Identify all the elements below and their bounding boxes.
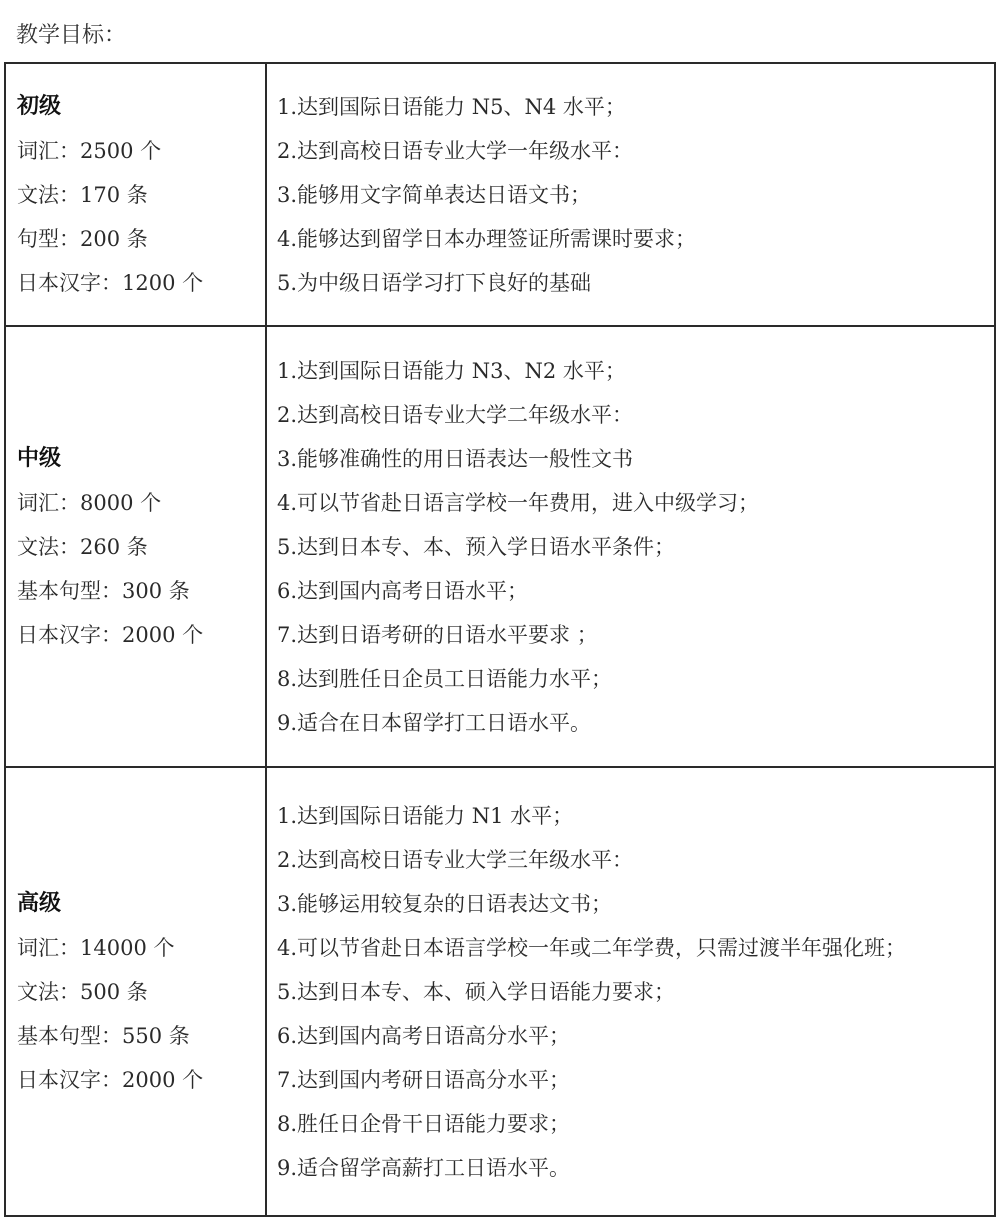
goal-item: 1.达到国际日语能力 N1 水平；: [277, 803, 574, 828]
stat-sentence-patterns: 基本句型：300 条: [17, 578, 190, 603]
stat-sentence-patterns: 句型：200 条: [17, 226, 148, 251]
stat-kanji: 日本汉字：2000 个: [17, 622, 204, 647]
stat-sentence-patterns: 基本句型：550 条: [17, 1023, 190, 1048]
goal-item: 2.达到高校日语专业大学二年级水平：: [277, 402, 634, 427]
table-row-advanced: [5, 767, 995, 1216]
goal-item: 5.达到日本专、本、硕入学日语能力要求；: [277, 979, 676, 1004]
goals-cell-beginner: [266, 63, 995, 326]
goal-item: 7.达到日语考研的日语水平要求 ；: [277, 622, 598, 647]
page-heading: 教学目标：: [16, 23, 127, 48]
goal-item: 2.达到高校日语专业大学三年级水平：: [277, 847, 634, 872]
stat-kanji: 日本汉字：1200 个: [17, 270, 204, 295]
stat-vocabulary: 词汇：14000 个: [17, 935, 175, 960]
level-title: 高级: [17, 890, 62, 916]
goal-item: 4.可以节省赴日本语言学校一年或二年学费，只需过渡半年强化班；: [277, 935, 907, 960]
level-title: 初级: [17, 93, 62, 119]
goal-item: 7.达到国内考研日语高分水平；: [277, 1067, 571, 1092]
stat-vocabulary: 词汇：8000 个: [17, 490, 162, 515]
stat-vocabulary: 词汇：2500 个: [17, 138, 162, 163]
level-cell-advanced: [5, 767, 266, 1216]
stat-grammar: 文法：500 条: [17, 979, 148, 1004]
level-cell-beginner: [5, 63, 266, 326]
goal-item: 1.达到国际日语能力 N3、N2 水平；: [277, 358, 626, 383]
stat-kanji: 日本汉字：2000 个: [17, 1067, 204, 1092]
stat-grammar: 文法：170 条: [17, 182, 148, 207]
goal-item: 3.能够运用较复杂的日语表达文书；: [277, 891, 613, 916]
goal-item: 2.达到高校日语专业大学一年级水平：: [277, 138, 634, 163]
goal-item: 3.能够准确性的用日语表达一般性文书: [277, 446, 634, 471]
goal-item: 1.达到国际日语能力 N5、N4 水平；: [277, 94, 626, 119]
goal-item: 9.适合在日本留学打工日语水平。: [277, 710, 592, 735]
goal-item: 6.达到国内高考日语水平；: [277, 578, 529, 603]
goal-item: 9.适合留学高薪打工日语水平。: [277, 1155, 571, 1180]
goal-item: 5.为中级日语学习打下良好的基础: [277, 270, 592, 295]
teaching-goals-table: [4, 62, 996, 1217]
table-row-intermediate: [5, 326, 995, 767]
goals-cell-intermediate: [266, 326, 995, 767]
goals-cell-advanced: [266, 767, 995, 1216]
goal-item: 4.能够达到留学日本办理签证所需课时要求；: [277, 226, 697, 251]
goal-item: 4.可以节省赴日语言学校一年费用，进入中级学习；: [277, 490, 760, 515]
level-cell-intermediate: [5, 326, 266, 767]
stat-grammar: 文法：260 条: [17, 534, 148, 559]
table-row-beginner: [5, 63, 995, 326]
goal-item: 8.达到胜任日企员工日语能力水平；: [277, 666, 613, 691]
goal-item: 3.能够用文字简单表达日语文书；: [277, 182, 592, 207]
level-title: 中级: [17, 445, 62, 471]
goal-item: 5.达到日本专、本、预入学日语水平条件；: [277, 534, 676, 559]
goal-item: 8.胜任日企骨干日语能力要求；: [277, 1111, 571, 1136]
goal-item: 6.达到国内高考日语高分水平；: [277, 1023, 571, 1048]
